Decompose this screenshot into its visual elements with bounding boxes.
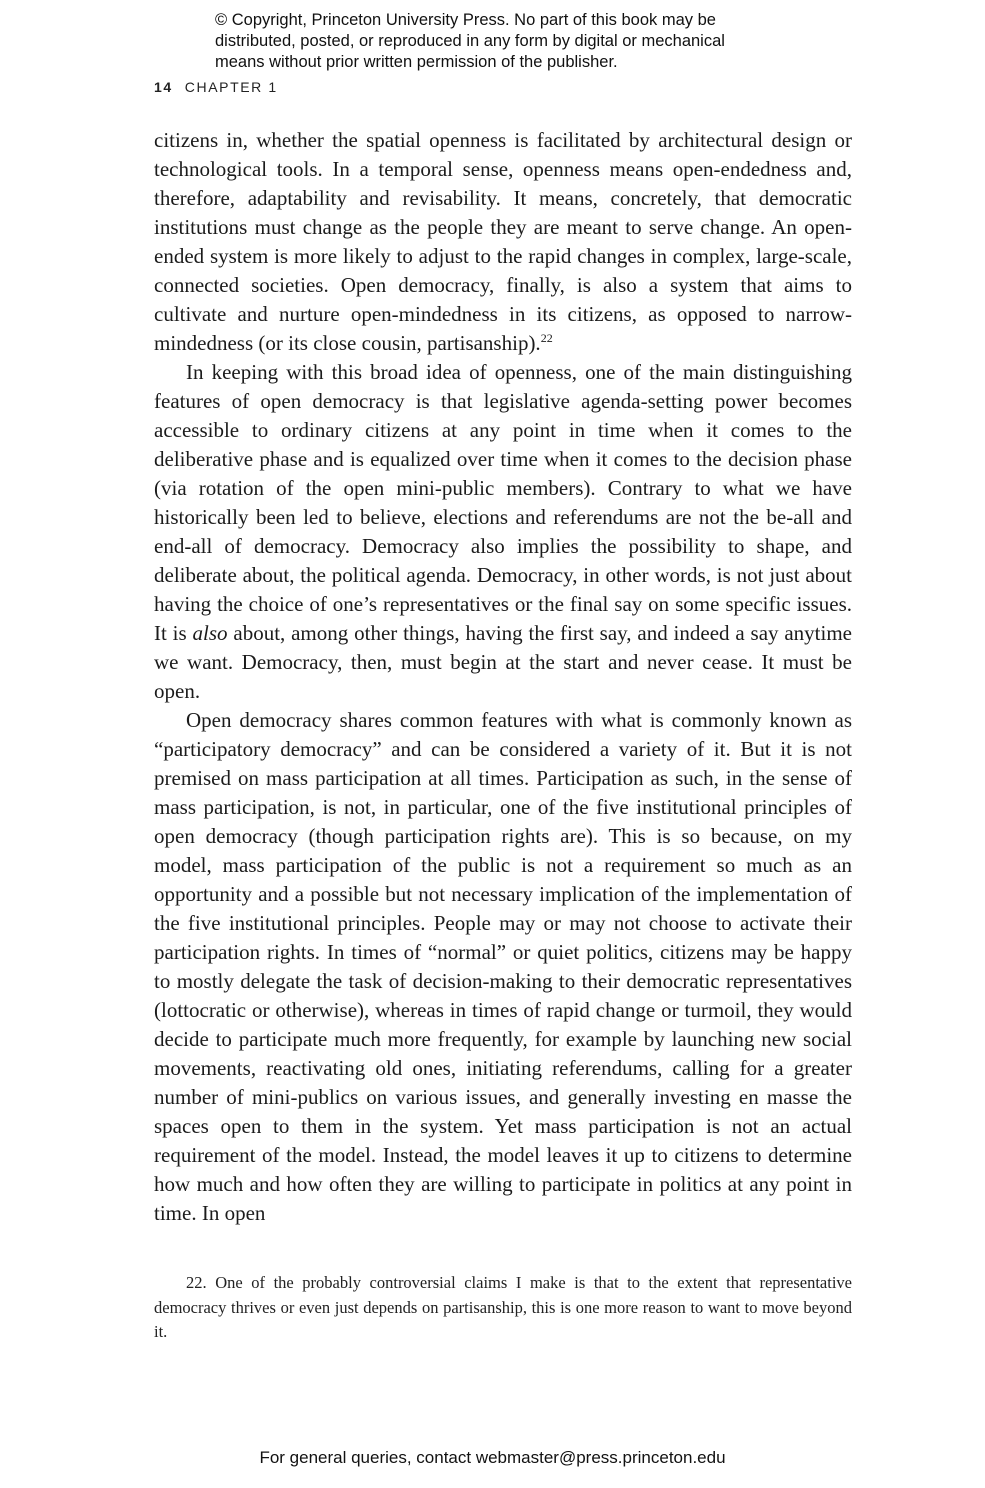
footnote bbox=[154, 1271, 852, 1345]
footnote-number: 22. bbox=[186, 1273, 207, 1292]
copyright-notice bbox=[215, 10, 815, 73]
footnotes bbox=[154, 1271, 852, 1345]
emphasis: also bbox=[192, 621, 228, 645]
paragraph-text: Open democracy shares common features with what is commonly known as “participatory democracy” and can be considered a variety of it. But it is not premised on mass participation at all times. Participation as such, in the sense of mass participation, is not, in particular, one of the five institutional principles of open democracy (though participation rights are). This is so because, on my model, mass participation of the public is not a requirement so much as an opportunity and a possible but not necessary implication of the implementation of the five institutional principles. People may or may not choose to activate their participation rights. In times of “normal” or quiet politics, citizens may be happy to mostly delegate the task of decision-making to their democratic representatives (lottocratic or otherwise), whereas in times of rapid change or turmoil, they would decide to participate much more frequently, for example by launching new social movements, reactivating old ones, initiating referendums, calling for a greater number of mini-publics on various issues, and generally investing en masse the spaces open to them in the system. Yet mass participation is not an actual requirement of the model. Instead, the model leaves it up to citizens to determine how much and how often they are willing to participate in politics at any point in time. In open bbox=[154, 708, 852, 1225]
paragraph bbox=[154, 358, 852, 706]
paragraph-text: In keeping with this broad idea of openness, one of the main distinguishing features of open democracy is that legislative agenda-setting power becomes accessible to ordinary citizens at any point in time when it comes to the deliberative phase and is equalized over time when it comes to the decision phase (via rotation of the open mini-public members). Contrary to what we have historically been led to believe, elections and referendums are not the be-all and end-all of democracy. Democracy also implies the possibility to shape, and deliberate about, the political agenda. Democracy, in other words, is not just about having the choice of one’s representatives or the final say on some specific issues. It is bbox=[154, 360, 852, 645]
footnote-reference: 22 bbox=[540, 331, 553, 345]
paragraph bbox=[154, 126, 852, 358]
paragraph-text: about, among other things, having the first say, and indeed a say anytime we want. Democracy, then, must begin at the start and never cease. It must be open. bbox=[154, 621, 852, 703]
chapter-label: CHAPTER 1 bbox=[184, 79, 278, 95]
body-text bbox=[154, 126, 852, 1228]
paragraph bbox=[154, 706, 852, 1228]
footer-contact: For general queries, contact webmaster@press.princeton.edu bbox=[259, 1448, 726, 1467]
copyright-line: distributed, posted, or reproduced in any form by digital or mechanical bbox=[215, 32, 725, 50]
page-number: 14 bbox=[154, 79, 173, 95]
paragraph-text: citizens in, whether the spatial openness is facilitated by architectural design or technological tools. In a temporal sense, openness means open-endedness and, therefore, adaptability and revisability. It means, concretely, that democratic institutions must change as the people they are meant to serve change. An open-ended system is more likely to adjust to the rapid changes in complex, large-scale, connected societies. Open democracy, finally, is also a system that aims to cultivate and nurture open-mindedness in its citizens, as opposed to narrow-mindedness (or its close cousin, partisanship). bbox=[154, 128, 852, 355]
footnote-text: One of the probably controversial claims I make is that to the extent that representative democracy thrives or even just depends on partisanship, this is one more reason to want to move beyond it. bbox=[154, 1273, 852, 1341]
running-head bbox=[154, 79, 278, 95]
copyright-line: © Copyright, Princeton University Press. No part of this book may be bbox=[215, 11, 716, 29]
copyright-line: means without prior written permission of the publisher. bbox=[215, 53, 618, 71]
